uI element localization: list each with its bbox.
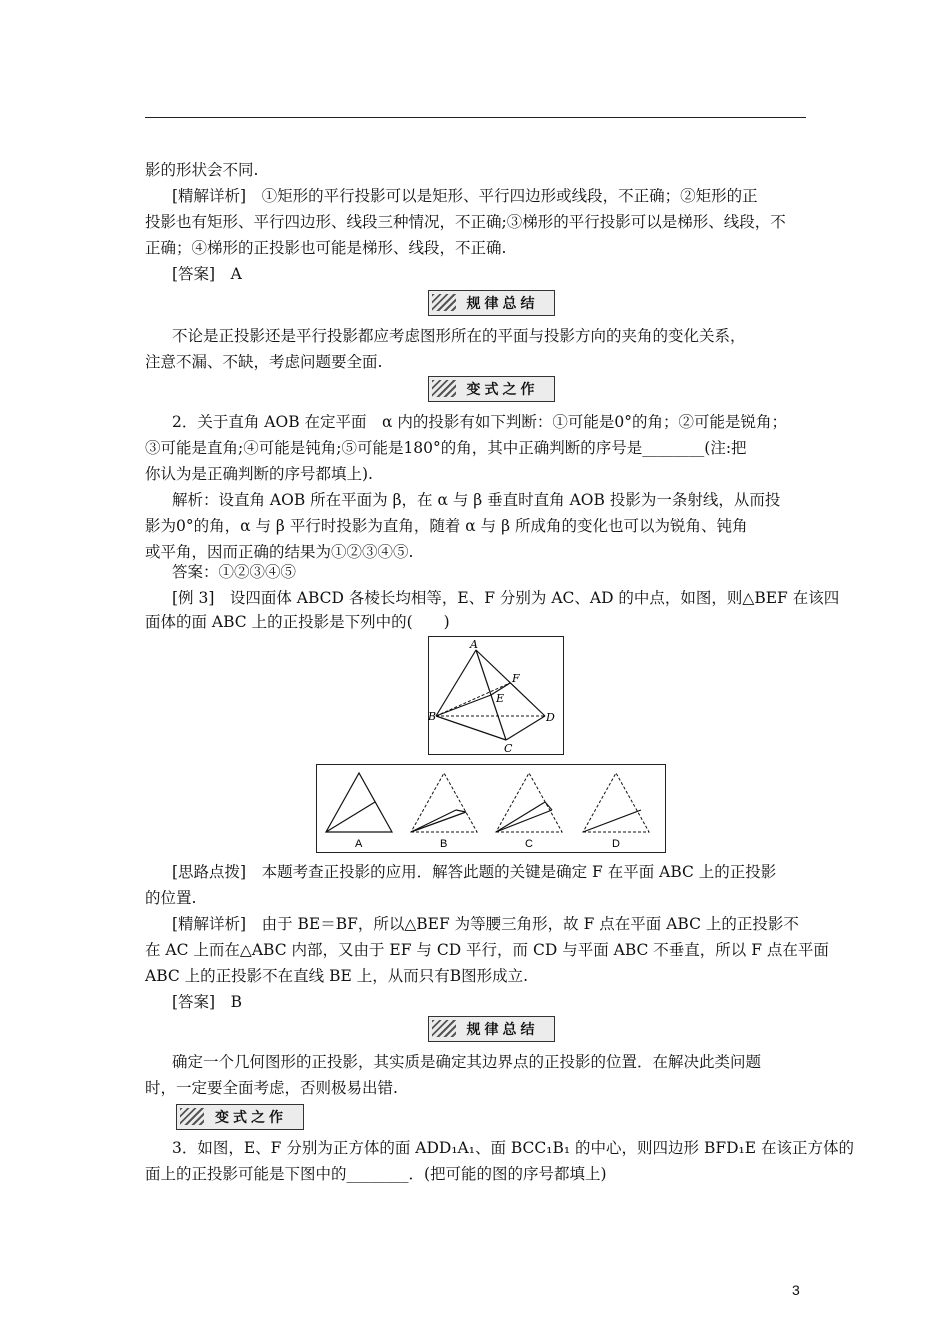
text-line: 投影也有矩形、平行四边形、线段三种情况，不正确;③梯形的平行投影可以是梯形、线段，不 — [145, 213, 786, 231]
option-label-a: A — [355, 838, 363, 850]
text-line: 2．关于直角 AOB 在定平面 α 内的投影有如下判断：①可能是0°的角；②可能是锐角； — [172, 413, 788, 431]
variant-badge — [428, 376, 555, 402]
text-line: 的位置. — [145, 889, 197, 907]
text-line: [精解详析] 由于 BE＝BF，所以△BEF 为等腰三角形，故 F 点在平面 ABC 上的正投影不 — [172, 915, 799, 933]
text-line: 时，一定要全面考虑，否则极易出错. — [145, 1079, 398, 1097]
text-line: [精解详析] ①矩形的平行投影可以是矩形、平行四边形或线段，不正确；②矩形的正 — [172, 187, 758, 205]
text-line: 在 AC 上而在△ABC 内部，又由于 EF 与 CD 平行，而 CD 与平面 ABC 不垂直，所以 F 点在平面 — [145, 941, 829, 959]
text-line: ABC 上的正投影不在直线 BE 上，从而只有B图形成立. — [145, 967, 529, 985]
variant-badge — [176, 1104, 304, 1130]
vertex-label-c: C — [504, 742, 513, 755]
text-line: [例 3] 设四面体 ABCD 各棱长均相等，E、F 分别为 AC、AD 的中点，如图，则△BEF 在该四 — [172, 589, 840, 607]
text-line: 注意不漏、不缺，考虑问题要全面. — [145, 353, 383, 371]
tetrahedron-figure — [428, 636, 564, 756]
badge-label: 规律总结 — [466, 296, 539, 312]
vertex-label-e: E — [496, 692, 505, 705]
header-rule — [145, 117, 806, 118]
page-number: 3 — [792, 1282, 800, 1298]
vertex-label-f: F — [512, 672, 520, 685]
badge-label: 变式之作 — [466, 382, 539, 398]
answer-line: [答案] A — [172, 265, 242, 283]
text-line: 3．如图，E、F 分别为正方体的面 ADD₁A₁、面 BCC₁B₁ 的中心，则四边形 BFD₁E 在该正方体的 — [172, 1139, 854, 1157]
text-line: [思路点拨] 本题考查正投影的应用．解答此题的关键是确定 F 在平面 ABC 上的正投影 — [172, 863, 777, 881]
option-label-c: C — [525, 838, 533, 850]
option-label-d: D — [612, 838, 620, 850]
badge-label: 规律总结 — [466, 1022, 539, 1038]
badge-label: 变式之作 — [215, 1110, 287, 1126]
vertex-label-a: A — [470, 638, 478, 651]
text-line: 面上的正投影可能是下图中的________．(把可能的图的序号都填上) — [145, 1165, 607, 1183]
answer-line: 答案：①②③④⑤ — [172, 563, 297, 581]
text-line: 影的形状会不同. — [145, 161, 259, 179]
text-line: 或平角，因而正确的结果为①②③④⑤. — [145, 543, 414, 561]
rule-summary-badge — [428, 1016, 555, 1042]
text-line: 不论是正投影还是平行投影都应考虑图形所在的平面与投影方向的夹角的变化关系， — [172, 327, 746, 345]
text-line: ③可能是直角;④可能是钝角;⑤可能是180°的角，其中正确判断的序号是________(注:把 — [145, 439, 747, 457]
answer-line: [答案] B — [172, 993, 242, 1011]
text-line: 解析：设直角 AOB 所在平面为 β，在 α 与 β 垂直时直角 AOB 投影为一条射线，从而投 — [172, 491, 781, 509]
text-line: 你认为是正确判断的序号都填上). — [145, 465, 373, 483]
projection-options-figure — [316, 764, 667, 854]
option-label-b: B — [440, 838, 448, 850]
vertex-label-d: D — [546, 711, 555, 724]
rule-summary-badge — [428, 290, 555, 316]
vertex-label-b: B — [428, 710, 437, 723]
text-line: 正确；④梯形的正投影也可能是梯形、线段，不正确. — [145, 239, 507, 257]
text-line: 面体的面 ABC 上的正投影是下列中的( ) — [145, 613, 450, 631]
text-line: 确定一个几何图形的正投影，其实质是确定其边界点的正投影的位置．在解决此类问题 — [172, 1053, 762, 1071]
text-line: 影为0°的角，α 与 β 平行时投影为直角，随着 α 与 β 所成角的变化也可以为锐角、钝角 — [145, 517, 748, 535]
